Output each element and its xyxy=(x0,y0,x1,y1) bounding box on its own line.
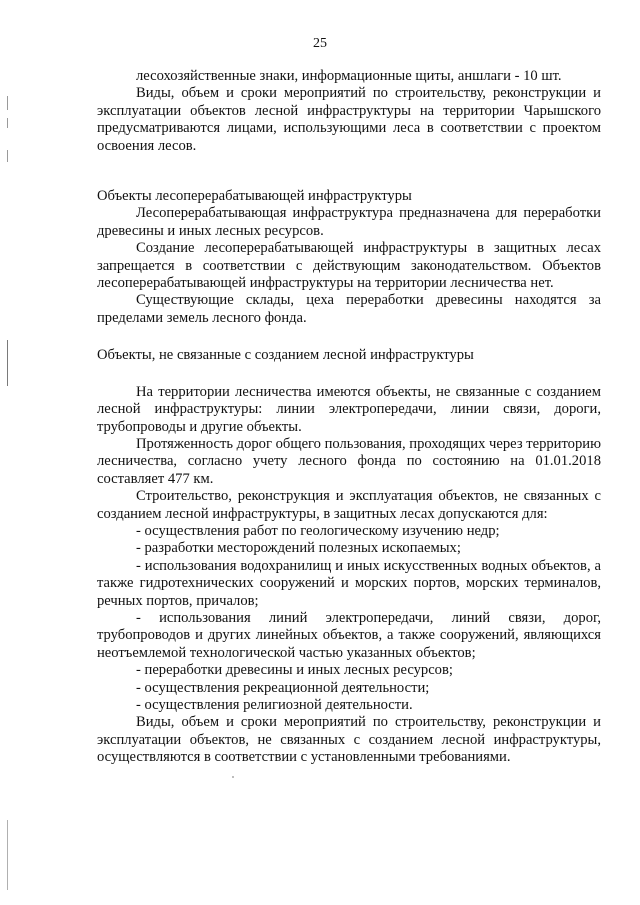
list-item: - разработки месторождений полезных ископаемых; xyxy=(136,540,461,557)
paragraph: Строительство, реконструкция и эксплуатация объектов, не связанных с созданием лесной инфраструктуры, в защитных лесах допускаются для: xyxy=(97,488,601,522)
paragraph: Протяженность дорог общего пользования, проходящих через территорию лесничества, согласно учету лесного фонда по состоянию на 01.01.2018 составляет 477 км. xyxy=(97,435,601,487)
list-item: - использования водохранилищ и иных искусственных водных объектов, а также гидротехнических сооружений и морских портов, морских терминалов, речных портов, причалов; xyxy=(97,557,601,609)
document-body xyxy=(97,68,601,767)
spacer xyxy=(97,365,601,384)
paragraph: Виды, объем и сроки мероприятий по строительству, реконструкции и эксплуатации объектов лесной инфраструктуры на территории Чарышского предусматриваются лицами, использующими леса в соответствии с проектом освоения лесов. xyxy=(97,85,601,154)
margin-scan-mark xyxy=(7,150,8,162)
spacer xyxy=(97,155,601,188)
margin-scan-mark xyxy=(7,96,8,110)
margin-scan-mark xyxy=(7,118,8,128)
margin-scan-mark xyxy=(7,820,8,890)
list-item: - осуществления религиозной деятельности. xyxy=(136,697,413,713)
page-number: 25 xyxy=(313,36,327,51)
list-item: - использования линий электропередачи, линий связи, дорог, трубопроводов и других линейных объектов, а также сооружений, являющихся неотъемлемой технологической частью указанных объектов; xyxy=(97,609,601,661)
paragraph: Создание лесоперерабатывающей инфраструктуры в защитных лесах запрещается в соответствии с действующим законодательством. Объектов лесоперерабатывающей инфраструктуры на территории лесничества нет. xyxy=(97,240,601,292)
scan-speck xyxy=(232,776,234,778)
paragraph: Существующие склады, цеха переработки древесины находятся за пределами земель лесного фонда. xyxy=(97,292,601,326)
section-heading: Объекты лесоперерабатывающей инфраструктуры xyxy=(97,188,412,205)
section-heading: Объекты, не связанные с созданием лесной инфраструктуры xyxy=(97,347,474,364)
list-item: - осуществления работ по геологическому изучению недр; xyxy=(136,522,500,539)
paragraph: лесохозяйственные знаки, информационные щиты, аншлаги - 10 шт. xyxy=(136,68,562,84)
paragraph: Лесоперерабатывающая инфраструктура предназначена для переработки древесины и иных лесных ресурсов. xyxy=(97,205,601,239)
paragraph: Виды, объем и сроки мероприятий по строительству, реконструкции и эксплуатации объектов, не связанных с созданием лесной инфраструктуры, осуществляются в соответствии с установленными требованиями. xyxy=(97,714,601,766)
list-item: - осуществления рекреационной деятельности; xyxy=(136,679,430,696)
margin-scan-mark xyxy=(7,340,8,386)
list-item: - переработки древесины и иных лесных ресурсов; xyxy=(136,662,453,679)
paragraph: На территории лесничества имеются объекты, не связанные с созданием лесной инфраструктуры: линии электропередачи, линии связи, дороги, трубопроводы и другие объекты. xyxy=(97,383,601,435)
spacer xyxy=(97,327,601,347)
